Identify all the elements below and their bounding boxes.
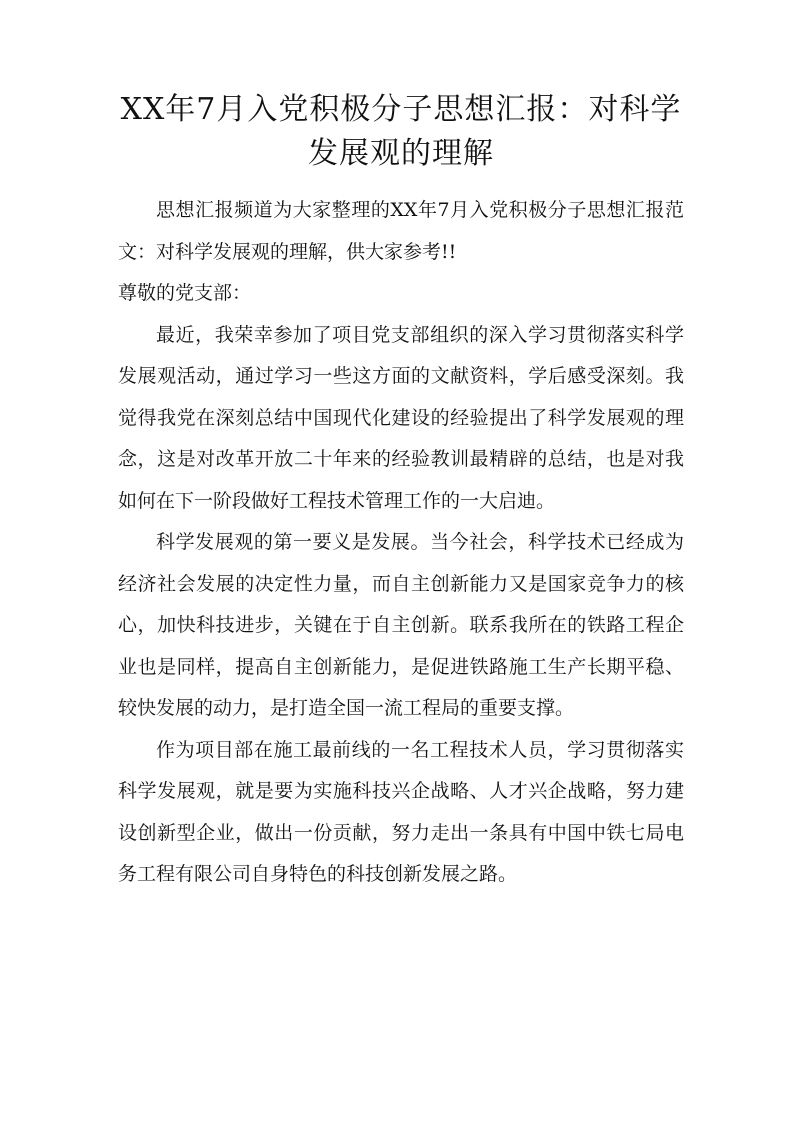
body-paragraph: 科学发展观的第一要义是发展。当今社会，科学技术已经成为经济社会发展的决定性力量，而自主创新能力又是国家竞争力的核心，加快科技进步，关键在于自主创新。联系我所在的铁路工程企业也是同样，提高自主创新能力，是促进铁路施工生产长期平稳、较快发展的动力，是打造全国一流工程局的重要支撑。 [118,531,684,719]
intro-paragraph: 思想汇报频道为大家整理的XX年7月入党积极分子思想汇报范文：对科学发展观的理解，供大家参考!! [118,199,684,263]
document-title: XX年7月入党积极分子思想汇报：对科学发展观的理解 [120,92,682,171]
body-paragraph: 作为项目部在施工最前线的一名工程技术人员，学习贯彻落实科学发展观，就是要为实施科技兴企战略、人才兴企战略，努力建设创新型企业，做出一份贡献，努力走出一条具有中国中铁七局电务工程有限公司自身特色的科技创新发展之路。 [118,738,684,885]
document-body [118,190,684,896]
body-paragraph: 最近，我荣幸参加了项目党支部组织的深入学习贯彻落实科学发展观活动，通过学习一些这方面的文献资料，学后感受深刻。我觉得我党在深刻总结中国现代化建设的经验提出了科学发展观的理念，这是对改革开放二十年来的经验教训最精辟的总结，也是对我如何在下一阶段做好工程技术管理工作的一大启迪。 [118,323,684,512]
document-page [118,88,684,896]
salutation: 尊敬的党支部： [118,282,252,304]
